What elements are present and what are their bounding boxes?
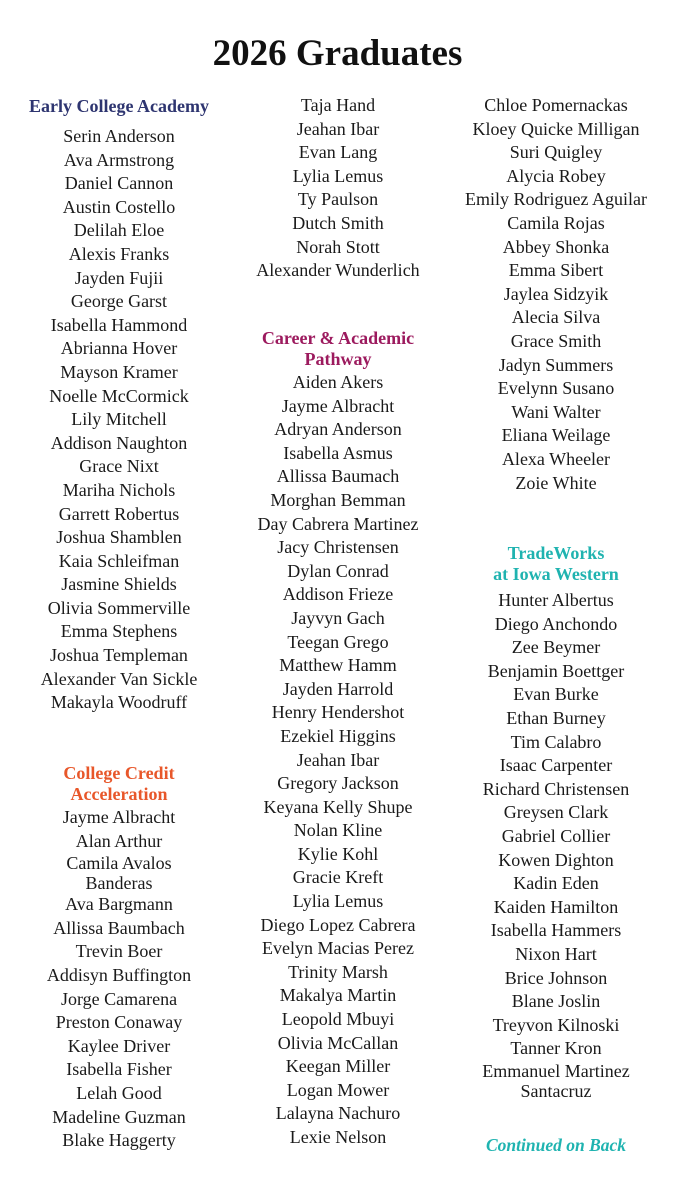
list-item: Jadyn Summers [498,354,614,375]
tradeworks-heading-line2: at Iowa Western [493,564,619,584]
column-1 [6,0,232,1200]
list-item: Austin Costello [62,196,176,217]
list-item: Isabella Hammers [490,920,622,941]
career-academic-list [226,371,450,1150]
list-item: Alexa Wheeler [501,448,611,469]
column-3-top-list [443,94,669,495]
career-academic-heading [226,328,450,370]
list-item: Madeline Guzman [52,1106,186,1127]
list-item: Allissa Baumach [276,466,400,487]
list-item: Brice Johnson [504,967,608,988]
column-2 [226,0,450,1200]
list-item: Isabella Fisher [66,1059,172,1080]
list-item: Emma Stephens [60,621,178,642]
list-item: Alexis Franks [68,243,170,264]
list-item: Jacy Christensen [277,537,399,558]
list-item: Abbey Shonka [502,236,610,257]
list-item: Zee Beymer [511,637,601,658]
college-credit-heading-line2: Acceleration [70,784,168,804]
tradeworks-heading [443,543,669,585]
list-item: Evelynn Susano [497,378,615,399]
list-item: Camila Rojas [507,212,605,233]
list-item: Evelyn Macias Perez [262,938,414,959]
list-item: Eliana Weilage [501,425,611,446]
list-item: Gregory Jackson [277,773,399,794]
list-item: Kaia Schleifman [58,550,180,571]
list-item: Ava Bargmann [65,894,173,915]
list-item: Lylia Lemus [292,165,384,186]
list-item: Treyvon Kilnoski [492,1014,620,1035]
list-item: Preston Conaway [55,1012,183,1033]
list-item: Daniel Cannon [64,173,174,194]
list-item: Ethan Burney [506,707,606,728]
list-item: Lexie Nelson [289,1127,387,1147]
list-item: Ava Armstrong [63,149,175,170]
list-item: Alycia Robey [506,165,606,186]
list-item: George Garst [70,291,168,312]
list-item: Addisyn Buffington [46,964,192,985]
list-item: Olivia Sommerville [47,597,191,618]
list-item: Benjamin Boettger [487,660,625,681]
list-item: Kloey Quicke Milligan [472,118,640,139]
list-item: Aiden Akers [292,372,384,392]
list-item: Jaylea Sidzyik [503,283,609,304]
early-college-list [6,125,232,715]
list-item: Santacruz [520,1080,592,1101]
college-credit-list [6,806,232,1153]
list-item: Greysen Clark [503,802,609,823]
list-item: Lylia Lemus [292,891,384,912]
list-item: Gabriel Collier [501,825,611,846]
list-item: Jeahan Ibar [296,118,380,139]
list-item: Allissa Baumbach [53,917,185,938]
list-item: Diego Anchondo [494,613,618,634]
list-item: Mariha Nichols [62,479,176,500]
list-item: Nixon Hart [515,943,597,964]
early-college-heading: Early College Academy [29,96,209,116]
career-academic-heading-line2: Pathway [304,349,372,369]
list-item: Banderas [85,873,153,894]
list-item: Norah Stott [296,236,380,257]
list-item: Serin Anderson [63,126,175,146]
list-item: Hunter Albertus [498,590,614,610]
continued-on-back-note: Continued on Back [485,1135,627,1155]
list-item: Leopold Mbuyi [281,1009,395,1030]
list-item: Suri Quigley [509,142,603,163]
list-item: Joshua Shamblen [56,527,182,548]
college-credit-heading-line1: College Credit [63,763,175,783]
list-item: Matthew Hamm [279,655,397,676]
column-2-top-list [226,94,450,283]
list-item: Blake Haggerty [62,1130,176,1151]
list-item: Evan Lang [298,142,378,163]
list-item: Kylie Kohl [297,843,379,864]
career-academic-heading-line1: Career & Academic [261,328,415,348]
list-item: Lelah Good [76,1082,162,1103]
list-item: Isaac Carpenter [499,755,613,776]
list-item: Lalayna Nachuro [275,1103,401,1124]
list-item: Isabella Asmus [283,442,393,463]
list-item: Grace Nixt [79,456,159,477]
list-item: Logan Mower [286,1079,390,1100]
list-item: Alexander Van Sickle [40,668,198,689]
tradeworks-heading-line1: TradeWorks [507,543,605,563]
list-item: Keyana Kelly Shupe [263,796,413,817]
college-credit-heading [6,763,232,805]
column-3 [443,0,669,1200]
list-item: Jeahan Ibar [296,749,380,770]
list-item: Jayvyn Gach [291,607,385,628]
list-item: Alecia Silva [511,307,601,328]
list-item: Jasmine Shields [61,574,177,595]
list-item: Tim Calabro [510,731,602,752]
list-item: Alan Arthur [75,830,163,851]
list-item: Ezekiel Higgins [280,725,396,746]
list-item: Abrianna Hover [60,338,178,359]
list-item: Jayden Fujii [74,267,164,288]
list-item: Lily Mitchell [71,409,167,430]
list-item: Jayme Albracht [281,395,395,416]
list-item: Taja Hand [300,95,376,115]
list-item: Makayla Woodruff [50,692,188,713]
list-item: Camila Avalos [66,853,172,874]
page-title: 2026 Graduates [212,33,463,74]
list-item: Richard Christensen [482,778,630,799]
list-item: Zoie White [515,472,597,493]
list-item: Joshua Templeman [50,645,188,666]
list-item: Addison Naughton [50,432,188,453]
list-item: Day Cabrera Martinez [257,513,419,534]
list-item: Wani Walter [511,401,601,422]
list-item: Teegan Grego [287,631,389,652]
list-item: Blane Joslin [511,991,601,1012]
list-item: Jorge Camarena [60,988,178,1009]
list-item: Delilah Eloe [73,220,165,241]
list-item: Nolan Kline [293,820,383,841]
list-item: Henry Hendershot [271,702,405,723]
list-item: Makalya Martin [279,985,397,1006]
list-item: Grace Smith [510,330,602,351]
list-item: Dutch Smith [292,212,384,233]
list-item: Noelle McCormick [49,385,189,406]
list-item: Olivia McCallan [277,1032,399,1053]
tradeworks-list [443,589,669,1101]
list-item: Emily Rodriguez Aguilar [465,189,647,210]
list-item: Garrett Robertus [58,503,180,524]
list-item: Kaiden Hamilton [493,896,619,917]
list-item: Trevin Boer [75,941,163,962]
list-item: Kaylee Driver [67,1035,171,1056]
list-item: Chloe Pomernackas [484,95,628,115]
list-item: Jayme Albracht [62,807,176,827]
list-item: Morghan Bemman [270,489,406,510]
list-item: Dylan Conrad [287,560,389,581]
list-item: Ty Paulson [297,189,379,210]
list-item: Gracie Kreft [292,867,384,888]
list-item: Diego Lopez Cabrera [260,914,416,935]
list-item: Alexander Wunderlich [256,260,420,281]
list-item: Mayson Kramer [60,361,178,382]
list-item: Isabella Hammond [50,314,188,335]
list-item: Emmanuel Martinez [482,1060,630,1081]
list-item: Kowen Dighton [498,849,614,870]
list-item: Jayden Harrold [282,678,394,699]
list-item: Kadin Eden [513,873,599,894]
list-item: Evan Burke [513,684,599,705]
list-item: Adryan Anderson [274,419,402,440]
list-item: Trinity Marsh [288,961,388,982]
list-item: Tanner Kron [510,1038,602,1059]
list-item: Keegan Miller [285,1056,391,1077]
list-item: Addison Frieze [282,584,394,605]
list-item: Emma Sibert [508,260,604,281]
